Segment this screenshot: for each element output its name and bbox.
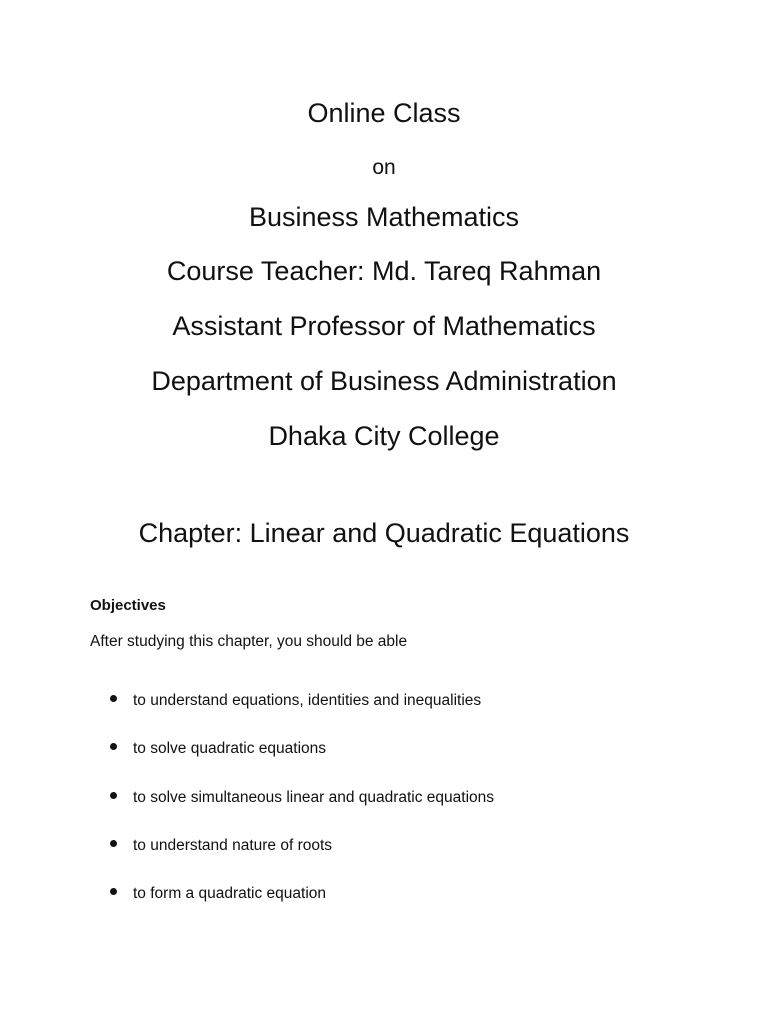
- teacher-position: Assistant Professor of Mathematics: [172, 311, 596, 341]
- bullet-icon: [110, 743, 117, 750]
- list-item: [110, 790, 494, 806]
- list-item-text: to solve simultaneous linear and quadratic equations: [133, 789, 495, 806]
- list-item-text: to understand equations, identities and inequalities: [133, 692, 482, 709]
- chapter-title: Chapter: Linear and Quadratic Equations: [138, 518, 630, 548]
- bullet-icon: [110, 888, 117, 895]
- objectives-heading: Objectives: [90, 597, 166, 614]
- bullet-icon: [110, 695, 117, 702]
- list-item-text: to understand nature of roots: [133, 837, 333, 854]
- list-item: [110, 886, 326, 902]
- list-item: [110, 693, 481, 709]
- bullet-icon: [110, 840, 117, 847]
- bullet-icon: [110, 792, 117, 799]
- objectives-intro: After studying this chapter, you should be able: [90, 633, 408, 650]
- list-item-text: to form a quadratic equation: [133, 885, 327, 902]
- list-item: [110, 838, 332, 854]
- title-connector: on: [372, 156, 396, 179]
- department-name: Department of Business Administration: [151, 366, 617, 396]
- list-item-text: to solve quadratic equations: [133, 740, 327, 757]
- list-item: [110, 741, 326, 757]
- subject-title: Business Mathematics: [248, 202, 520, 232]
- page-title: Online Class: [307, 98, 461, 128]
- course-teacher: Course Teacher: Md. Tareq Rahman: [166, 256, 602, 286]
- college-name: Dhaka City College: [268, 421, 500, 451]
